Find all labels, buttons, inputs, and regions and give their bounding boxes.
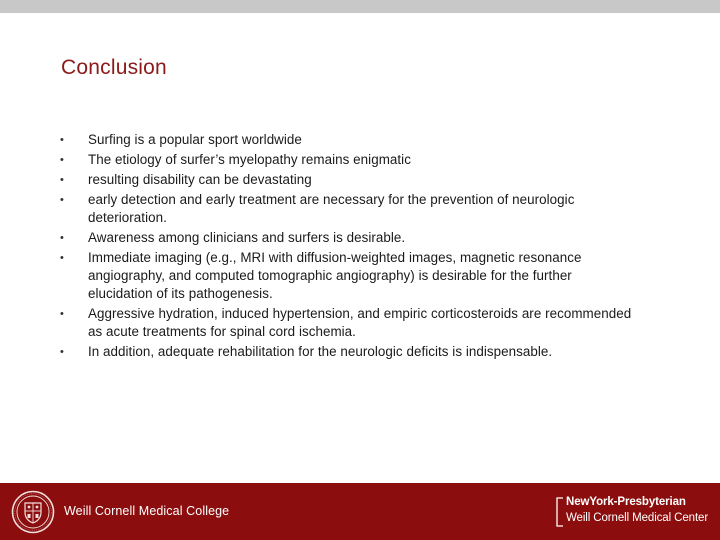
bullet-marker: • (60, 134, 64, 146)
bullet-text: Awareness among clinicians and surfers is desirable. (88, 230, 406, 245)
bullet-item (60, 131, 660, 149)
bullet-item (60, 151, 660, 169)
bullet-marker: • (60, 174, 64, 186)
slide-title: Conclusion (61, 56, 167, 79)
bullet-marker: • (60, 252, 64, 264)
bullet-marker: • (60, 194, 64, 206)
bullet-marker: • (60, 346, 64, 358)
bullet-item (60, 249, 660, 303)
nyp-bracket-icon (556, 497, 564, 527)
bullet-text: In addition, adequate rehabilitation for the neurologic deficits is indispensable. (88, 344, 553, 359)
bullet-marker: • (60, 154, 64, 166)
weill-cornell-college-logo-text: Weill Cornell Medical College (64, 504, 230, 518)
footer-bar (0, 483, 720, 540)
bullet-text: early detection and early treatment are necessary for the prevention of neurologic deterioration. (88, 192, 575, 225)
bullet-text: Aggressive hydration, induced hypertension, and empiric corticosteroids are recommended as acute treatments for spinal cord ischemia. (88, 306, 632, 339)
top-gray-bar (0, 0, 720, 13)
cornell-seal-icon (11, 490, 55, 534)
bullet-text: The etiology of surfer’s myelopathy remains enigmatic (88, 152, 411, 167)
bullet-list (60, 131, 660, 363)
bullet-item (60, 305, 660, 341)
nyp-logo-line1: NewYork-Presbyterian (566, 496, 686, 508)
bullet-text: resulting disability can be devastating (88, 172, 312, 187)
bullet-item (60, 191, 660, 227)
bullet-marker: • (60, 308, 64, 320)
bullet-marker: • (60, 232, 64, 244)
bullet-text: Immediate imaging (e.g., MRI with diffusion-weighted images, magnetic resonance angiography, and computed tomographic angiography) is desirable for the further elucidation of its pathogenesis. (88, 250, 582, 301)
bullet-item (60, 229, 660, 247)
bullet-item (60, 171, 660, 189)
nyp-logo-line2: Weill Cornell Medical Center (566, 512, 709, 524)
nyp-logo (556, 496, 716, 532)
bullet-text: Surfing is a popular sport worldwide (88, 132, 302, 147)
bullet-item (60, 343, 660, 361)
